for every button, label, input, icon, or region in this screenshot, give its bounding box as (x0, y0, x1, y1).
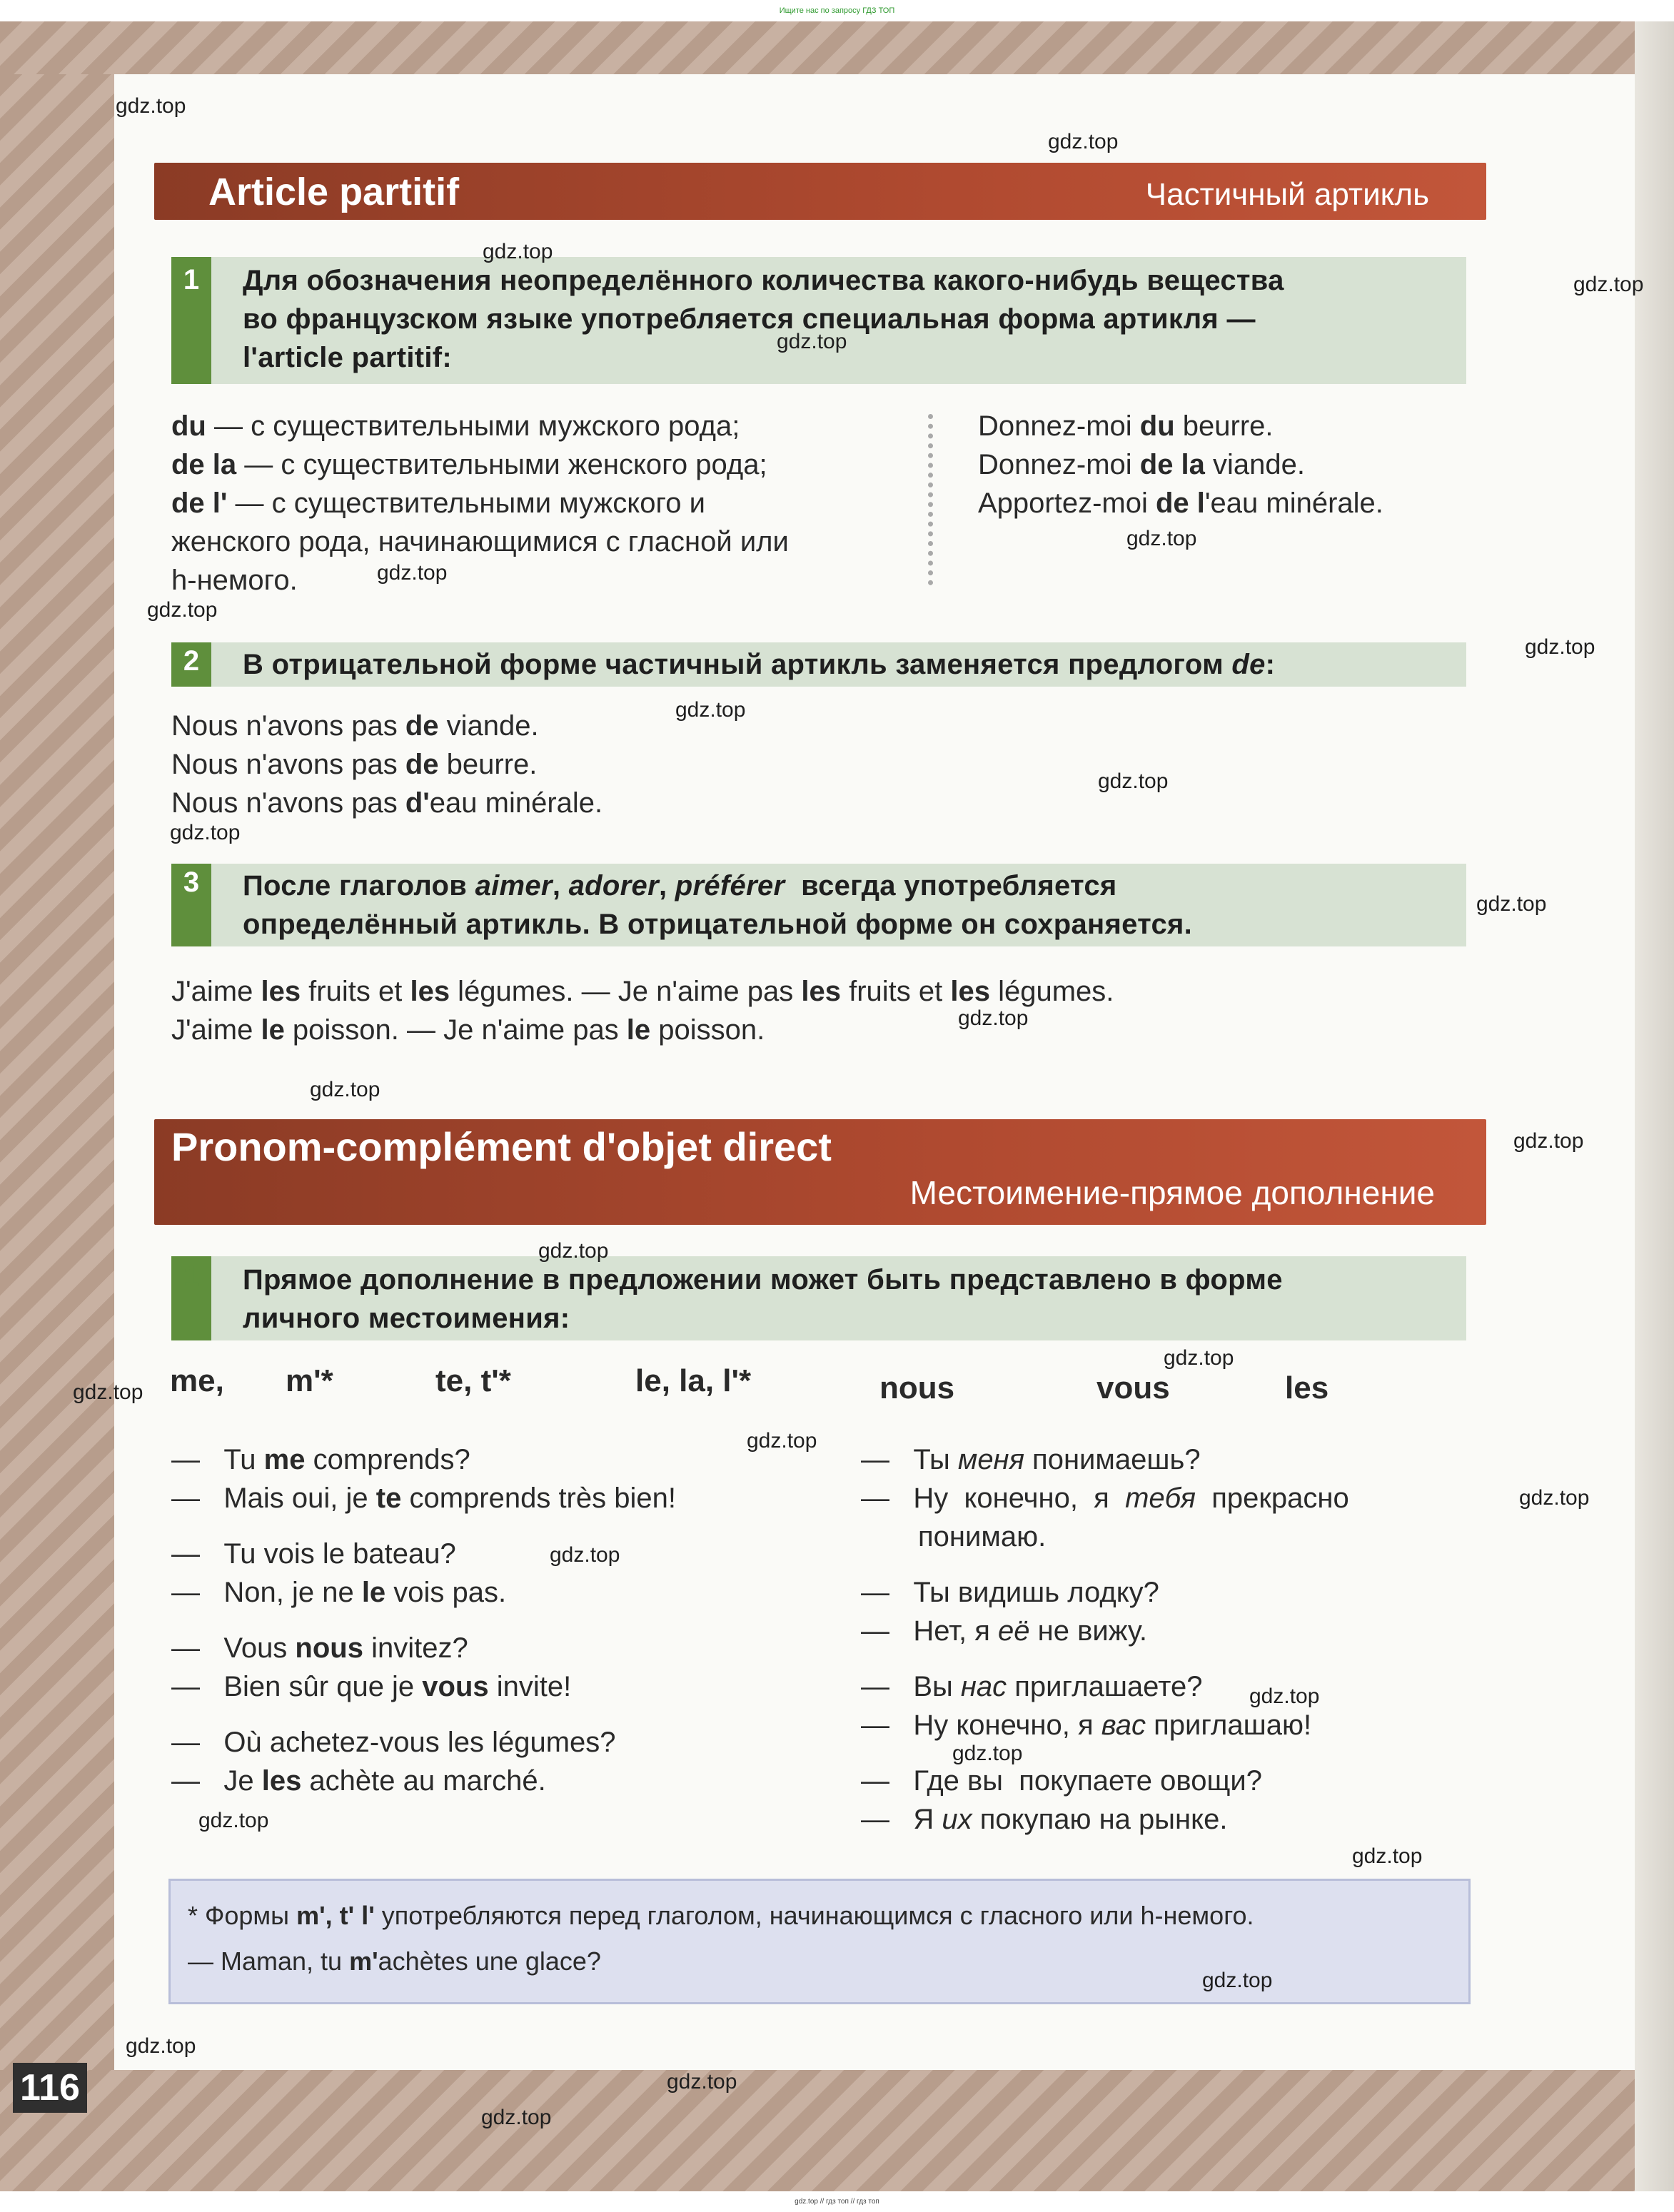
example-article: du (1139, 410, 1175, 442)
dl-pronoun: вас (1101, 1709, 1146, 1741)
watermark: gdz.top (1249, 1685, 1320, 1708)
watermark: gdz.top (1098, 769, 1169, 793)
rule-line: личного местоимения: (243, 1303, 570, 1334)
dialogue-line-fr: — Où achetez-vous les légumes? (171, 1727, 616, 1758)
pronoun: les (1285, 1370, 1329, 1405)
fn-pre: * Формы (188, 1901, 297, 1930)
ex-part: légumes. — Je n'aime pas (450, 976, 802, 1007)
rule-line (243, 867, 1438, 905)
form-desc: — с существительными женского рода; (236, 449, 767, 480)
dl-post: приглашаете? (1007, 1671, 1203, 1702)
form-line (171, 522, 789, 561)
watermark: gdz.top (126, 2034, 196, 2058)
watermark: gdz.top (483, 240, 553, 263)
rule-number: 1 (183, 264, 200, 296)
neg-pre: Nous n'avons pas (171, 710, 405, 742)
neg-article: d' (405, 787, 430, 819)
rule-line: Для обозначения неопределённого количества какого-нибудь вещества (243, 265, 1284, 296)
separator: , (658, 870, 675, 902)
dialogue-line-ru (918, 1517, 1046, 1556)
dl-post: invite! (488, 1671, 572, 1702)
decorative-stripe-left (0, 74, 114, 2073)
dl-post: invitez? (363, 1632, 468, 1664)
form-desc: — с существительными мужского рода; (206, 410, 740, 442)
watermark: gdz.top (1164, 1346, 1234, 1370)
book-spine (1635, 21, 1674, 2191)
rule-line: l'article partitif: (243, 342, 453, 373)
neg-article: de (405, 710, 439, 742)
neg-post: beurre. (438, 749, 538, 780)
dialogue-line-fr: — Vous nous invitez? (171, 1632, 468, 1664)
neg-article: de (405, 749, 439, 780)
dl-pre: Bien sûr que je (223, 1671, 423, 1702)
rule-end: : (1265, 649, 1276, 680)
dl-pre: Non, je ne (223, 1577, 362, 1608)
example-post: beurre. (1174, 410, 1274, 442)
dialogue-line-ru: — Я их покупаю на рынке. (861, 1804, 1228, 1835)
dl-pre: Tu vois le bateau? (223, 1538, 456, 1570)
dl-pre: Ты видишь лодку? (913, 1577, 1159, 1608)
dl-pronoun: te (375, 1483, 402, 1514)
watermark: gdz.top (1525, 635, 1595, 659)
dl-pre: Je (223, 1765, 262, 1797)
watermark: gdz.top (958, 1006, 1029, 1030)
dl-pronoun: vous (422, 1671, 489, 1702)
pronoun: nous (879, 1370, 955, 1405)
ex-article: les (410, 976, 450, 1007)
dl-post: прекрасно (1196, 1483, 1349, 1514)
watermark: gdz.top (1126, 527, 1197, 550)
form-line (171, 445, 767, 484)
example-article: de l (1155, 488, 1205, 519)
ex-article: les (950, 976, 990, 1007)
rule-line: во французском языке употребляется специальная форма артикля — (243, 303, 1256, 335)
watermark: gdz.top (538, 1239, 609, 1263)
pronoun: vous (1096, 1370, 1170, 1405)
dotted-divider (928, 414, 933, 585)
rule-line (243, 645, 1438, 684)
example-line (171, 1011, 765, 1049)
example-pre: Apportez-moi (978, 488, 1156, 519)
footnote-line-1 (188, 1901, 1254, 1931)
section-title-fr: Article partitif (208, 171, 460, 213)
dialogue-line-fr: — Non, je ne le vois pas. (171, 1577, 507, 1608)
rule-number: 1 (183, 1261, 200, 1292)
dl-pre: Ну конечно, я (913, 1483, 1126, 1514)
dl-pre: Нет, я (913, 1615, 999, 1647)
footnote-box (168, 1879, 1471, 2004)
example-line (171, 972, 1114, 1011)
dl-pronoun: тебя (1125, 1483, 1196, 1514)
dialogue-line-fr: — Tu vois le bateau? (171, 1538, 456, 1570)
dl-post: comprends? (305, 1444, 470, 1475)
dialogue-line-ru: — Ты видишь лодку? (861, 1577, 1159, 1608)
watermark: gdz.top (675, 698, 746, 722)
dl-post: не вижу. (1029, 1615, 1148, 1647)
ex-article: les (261, 976, 301, 1007)
watermark: gdz.top (1476, 892, 1547, 916)
watermark: gdz.top (1573, 273, 1644, 296)
dl-pronoun: нас (960, 1671, 1007, 1702)
dialogue-line-ru: — Вы нас приглашаете? (861, 1671, 1203, 1702)
watermark: gdz.top (1513, 1129, 1584, 1153)
rule-box-2 (171, 642, 1466, 687)
dl-pre: Ну конечно, я (913, 1709, 1101, 1741)
fn-post: achètes une glace? (378, 1946, 601, 1976)
dl-pronoun: их (942, 1804, 972, 1835)
neg-post: eau minérale. (429, 787, 603, 819)
example-pre: Donnez-moi (978, 449, 1140, 480)
decorative-stripe-bottom (0, 2070, 1674, 2191)
watermark: gdz.top (198, 1809, 269, 1832)
example-line (978, 445, 1305, 484)
dialogue-line-ru: — Ты меня понимаешь? (861, 1444, 1201, 1475)
dl-pre: понимаю. (918, 1521, 1047, 1552)
section-title-fr: Pronom-complément d'objet direct (171, 1124, 832, 1169)
rule-line: Прямое дополнение в предложении может быть представлено в форме (243, 1264, 1283, 1296)
dl-pre: Я (913, 1804, 942, 1835)
fn-form: m' (349, 1946, 378, 1976)
dl-pre: Вы (913, 1671, 961, 1702)
ex-article: les (801, 976, 841, 1007)
bottom-banner (0, 2191, 1674, 2212)
watermark: gdz.top (1519, 1486, 1590, 1510)
pronoun: me, (170, 1363, 224, 1398)
dl-pronoun: me (263, 1444, 306, 1475)
ex-article: le (261, 1014, 285, 1046)
form-article: de l' (171, 488, 228, 519)
ex-part: poisson. — Je n'aime pas (284, 1014, 627, 1046)
form-article: de la (171, 449, 237, 480)
neg-pre: Nous n'avons pas (171, 787, 405, 819)
example-article: de la (1139, 449, 1205, 480)
example-line (978, 484, 1383, 522)
ex-part: poisson. (650, 1014, 765, 1046)
section-header-pronom (154, 1119, 1486, 1225)
rule-italic: de (1231, 649, 1266, 680)
section-title-ru: Частичный артикль (1145, 177, 1429, 212)
rule-line: определённый артикль. В отрицательной форме он сохраняется. (243, 909, 1193, 940)
ex-part: légumes. (989, 976, 1114, 1007)
ex-part: fruits et (301, 976, 410, 1007)
ex-article: le (626, 1014, 651, 1046)
dl-post: vois pas. (385, 1577, 507, 1608)
dl-pronoun: les (261, 1765, 302, 1797)
form-line (171, 407, 740, 445)
rule-text: всегда употребляется (785, 870, 1117, 902)
example-pre: Donnez-moi (978, 410, 1140, 442)
rule-box-3 (171, 864, 1466, 946)
dl-pronoun: её (998, 1615, 1030, 1647)
watermark: gdz.top (377, 561, 448, 585)
dl-pre: Tu (223, 1444, 264, 1475)
form-desc: — с существительными мужского и (227, 488, 705, 519)
ex-part: J'aime (171, 1014, 261, 1046)
dl-pronoun: nous (295, 1632, 363, 1664)
watermark: gdz.top (73, 1380, 143, 1404)
rule-number: 2 (183, 645, 200, 677)
neg-example (171, 707, 539, 745)
dl-pre: Vous (223, 1632, 296, 1664)
watermark: gdz.top (310, 1078, 380, 1101)
watermark: gdz.top (481, 2106, 552, 2129)
rule-text: После глаголов (243, 870, 475, 902)
top-banner-text: Ищите нас по запросу ГДЗ ТОП (779, 6, 895, 15)
dialogue-line-fr: — Tu me comprends? (171, 1444, 470, 1475)
watermark: gdz.top (116, 94, 186, 118)
example-line (978, 407, 1274, 445)
form-desc: женского рода, начинающимися с гласной или (171, 526, 789, 557)
neg-post: viande. (438, 710, 539, 742)
dialogue-line-ru: — Ну конечно, я вас приглашаю! (861, 1709, 1312, 1741)
dl-pronoun: le (361, 1577, 386, 1608)
dl-pre: Ты (913, 1444, 958, 1475)
fn-forms: m', t' l' (296, 1901, 375, 1930)
watermark: gdz.top (667, 2070, 737, 2094)
rule-text: В отрицательной форме частичный артикль заменяется предлогом (243, 649, 1232, 680)
watermark: gdz.top (550, 1543, 620, 1567)
watermark: gdz.top (952, 1742, 1023, 1765)
watermark: gdz.top (777, 330, 847, 353)
example-post: 'eau minérale. (1204, 488, 1383, 519)
dl-post: achète au marché. (301, 1765, 546, 1797)
dialogue-line-fr: — Je les achète au marché. (171, 1765, 546, 1797)
page-number: 116 (13, 2063, 87, 2113)
rule-box-pronom (171, 1256, 1466, 1340)
footnote-line-2 (188, 1946, 601, 1976)
dialogue-line-fr: — Mais oui, je te comprends très bien! (171, 1483, 676, 1514)
dl-pre: Où achetez-vous les légumes? (223, 1727, 616, 1758)
watermark: gdz.top (147, 598, 218, 622)
dl-post: понимаешь? (1024, 1444, 1201, 1475)
bottom-banner-text: gdz.top // гдз топ // гдз топ (795, 2198, 879, 2206)
dl-post: приглашаю! (1145, 1709, 1312, 1741)
dl-pre: Где вы покупаете овощи? (913, 1765, 1262, 1797)
watermark: gdz.top (1048, 130, 1119, 153)
pronoun: te, t'* (435, 1363, 511, 1398)
form-desc: h-немого. (171, 565, 298, 596)
verb-aimer: aimer (475, 870, 553, 902)
ex-part: fruits et (840, 976, 951, 1007)
fn-pre: — Maman, tu (188, 1946, 350, 1976)
dl-pre: Mais oui, je (223, 1483, 376, 1514)
separator: , (552, 870, 569, 902)
form-line (171, 484, 705, 522)
rule-number: 3 (183, 867, 200, 898)
neg-pre: Nous n'avons pas (171, 749, 405, 780)
form-line (171, 561, 298, 600)
ex-part: J'aime (171, 976, 261, 1007)
dl-post: comprends très bien! (401, 1483, 676, 1514)
rule-box-1 (171, 257, 1466, 384)
dialogue-line-ru: — Ну конечно, я тебя прекрасно (861, 1483, 1349, 1514)
watermark: gdz.top (1352, 1844, 1423, 1868)
watermark: gdz.top (1202, 1969, 1273, 1992)
dl-post: покупаю на рынке. (972, 1804, 1228, 1835)
pronoun: m'* (286, 1363, 333, 1398)
watermark: gdz.top (170, 821, 241, 844)
dialogue-line-fr: — Bien sûr que je vous invite! (171, 1671, 572, 1702)
fn-post: употребляются перед глаголом, начинающимся с гласного или h-немого. (374, 1901, 1254, 1930)
dialogue-line-ru: — Где вы покупаете овощи? (861, 1765, 1262, 1797)
watermark: gdz.top (747, 1429, 817, 1453)
top-banner (0, 0, 1674, 21)
verb-adorer: adorer (568, 870, 659, 902)
neg-example (171, 784, 602, 822)
dl-pronoun: меня (957, 1444, 1024, 1475)
section-title-ru: Местоимение-прямое дополнение (909, 1174, 1435, 1211)
verb-preferer: préférer (675, 870, 785, 902)
neg-example (171, 745, 537, 784)
form-article: du (171, 410, 206, 442)
dialogue-line-ru: — Нет, я её не вижу. (861, 1615, 1148, 1647)
pronoun: le, la, l'* (635, 1363, 752, 1398)
section-header-article-partitif (154, 163, 1486, 220)
example-post: viande. (1204, 449, 1306, 480)
decorative-stripe-top (0, 21, 1674, 74)
